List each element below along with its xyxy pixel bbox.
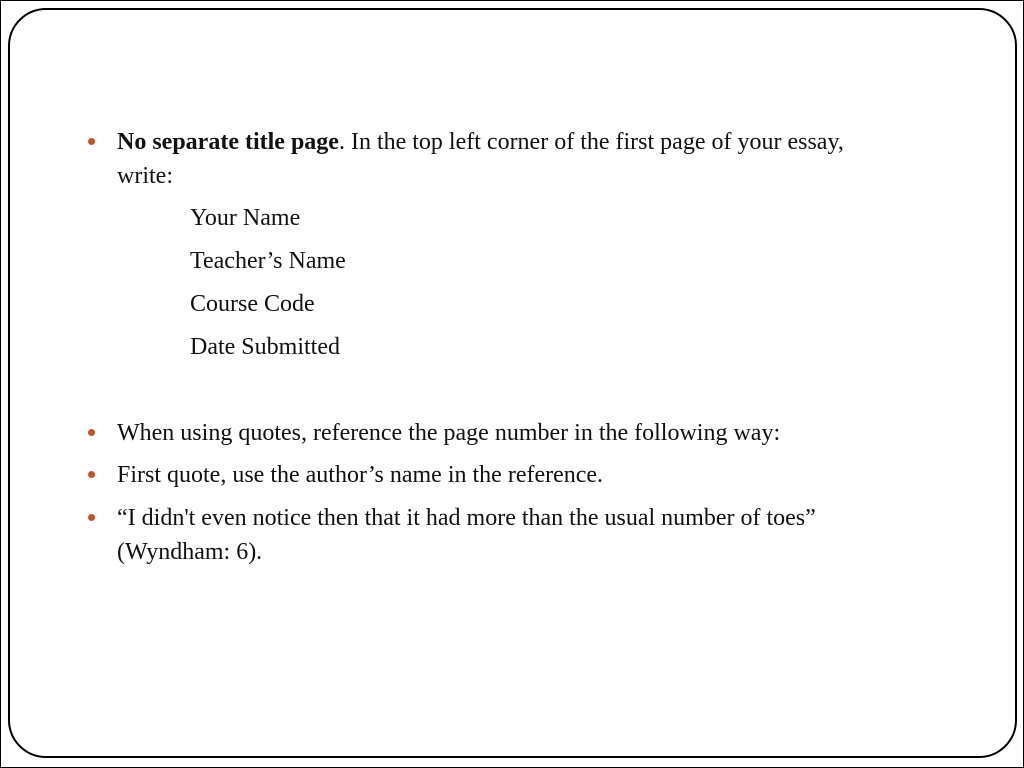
heading-line-date: Date Submitted <box>190 334 340 360</box>
bullet-1-line-1 <box>117 125 844 159</box>
bullet-dot <box>88 514 95 521</box>
bullet-1-bold: No separate title page <box>117 129 339 155</box>
slide-frame <box>8 8 1017 758</box>
bullet-dot <box>88 471 95 478</box>
bullet-2: When using quotes, reference the page number in the following way: <box>117 420 781 446</box>
heading-line-course: Course Code <box>190 291 315 317</box>
heading-line-teacher: Teacher’s Name <box>190 248 346 274</box>
bullet-dot <box>88 138 95 145</box>
bullet-4-line-1: “I didn't even notice then that it had more than the usual number of toes” <box>117 505 816 531</box>
heading-line-name: Your Name <box>190 205 301 231</box>
bullet-dot <box>88 429 95 436</box>
bullet-1-rest: . In the top left corner of the first page of your essay, <box>338 129 844 155</box>
bullet-1-line-2: write: <box>117 163 173 189</box>
bullet-3: First quote, use the author’s name in the reference. <box>117 462 604 488</box>
bullet-4-line-2: (Wyndham: 6). <box>117 539 263 565</box>
